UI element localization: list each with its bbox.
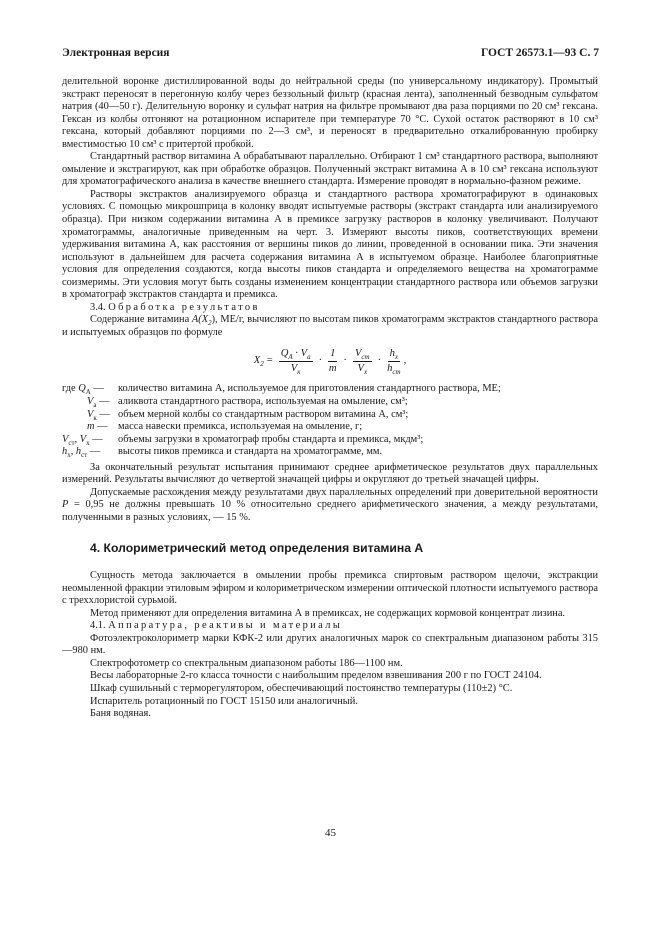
fraction-denominator (387, 362, 400, 375)
definition-text: количество витамина А, используемое для приготовления стандартного раствора, ME; (118, 383, 501, 395)
subsection-3-4-heading (62, 302, 598, 315)
paragraph-photocolorimeter: Фотоэлектроколориметр марки КФК-2 или других аналогичных марок со спектральным диапазоном работы 315—980 нм. (62, 632, 598, 657)
subsection-number: 3.4. (90, 301, 106, 313)
fraction-numerator: 1 (328, 348, 337, 362)
definition-symbol (62, 396, 118, 409)
text-part: Допускаемые расхождения между результатами двух параллельных определений при доверительной вероятности (90, 486, 598, 498)
fraction-vst-vx (353, 348, 372, 375)
definition-dash: — (99, 408, 110, 420)
fraction-denominator (291, 362, 301, 375)
definition-dash: — (99, 396, 110, 408)
paragraph-method-essence: Сущность метода заключается в омылении пробы премикса спиртовым раствором щелочи, экстракции неомыленной фракции этиловым эфиром и колориметрическом измерении оптической плотности испытуемого раствора с треххлористой сурьмой. (62, 570, 598, 607)
header-edition-label: Электронная версия (62, 47, 170, 59)
formula-lhs (254, 355, 264, 368)
symbol-sub: 2 (208, 319, 212, 328)
symbol-sub: ст (68, 438, 75, 447)
symbol-sub: к (93, 413, 97, 422)
formula-sub: a (307, 353, 311, 362)
paragraph-final-result: За окончательный результат испытания принимают среднее арифметическое результатов двух параллельных измерений. Результаты вычисляют до четвертой значащей цифры и округляют до третьей значащей цифры. (62, 461, 598, 486)
subsection-4-1-heading (62, 620, 598, 633)
definition-symbol (62, 434, 118, 447)
definition-qa (62, 383, 598, 396)
fraction-numerator (388, 348, 400, 362)
paragraph-water-bath: Баня водяная. (90, 708, 151, 720)
definition-text: масса навески премикса, используемая на омыление, г; (118, 421, 363, 433)
paragraph-tolerances (62, 487, 598, 525)
formula-x2 (62, 339, 598, 383)
formula-dot: · (318, 355, 323, 367)
formula-dot: · (343, 355, 347, 367)
definition-dash: — (93, 383, 104, 395)
definition-dash: — (92, 433, 103, 445)
paragraph-spectrophotometer: Спектрофотометр со спектральным диапазоном работы 186—1100 нм. (90, 657, 403, 669)
fraction-hx-hst (387, 348, 400, 375)
fraction-numerator (353, 348, 372, 362)
paragraph-chromatography: Растворы экстрактов анализируемого образца и стандартного раствора хроматографируют в одинаковых условиях. С помощью микрошприца в колонку вводят испытуемые растворы (экстракт стандарта или анализируемого образца). При низком содержании витамина А в премиксе загрузку растворов в колонку увеличивают. Получают хроматограммы, аналогичные приведенным на черт. 3. Измеряют высоты пиков, соответствующих времени удерживания витамина А, как расстояния от вершины пиков до линии, проведенной в основании пика. Эти значения используют в дальнейшем для расчета содержания витамина А в испытуемом образце. Наиболее благоприятные условия для определения создаются, когда высоты пиков стандарта и определяемого вещества на хроматограмме соизмеримы. Эти условия могут быть созданы изменением концентрации стандартного раствора или объемов загрузки в хроматограф экстрактов стандарта и премикса. (62, 188, 598, 301)
formula-sym: V (354, 347, 362, 359)
symbol-close: ) (211, 314, 216, 326)
symbol-name: V (87, 396, 94, 408)
formula-sub: к (297, 368, 301, 377)
symbol-name: Q (78, 383, 86, 395)
symbol-text: A(X (191, 314, 209, 326)
symbol-name: V (87, 408, 94, 420)
definition-symbol (62, 409, 118, 422)
formula-sub: ст (361, 353, 370, 362)
definition-symbol (62, 383, 118, 396)
symbol-name: , h (70, 446, 82, 458)
definition-vst-vx (62, 434, 598, 447)
definition-va (62, 396, 598, 409)
formula-sub: A (288, 353, 293, 362)
formula-equals: = (266, 355, 273, 367)
definition-text: аликвота стандартного раствора, используемая на омыление, см³; (118, 396, 408, 408)
fraction-numerator (279, 348, 313, 362)
definition-text: объем мерной колбы со стандартным раствором витамина А, см³; (118, 408, 409, 420)
paragraph-extraction: делительной воронке дистиллированной воды до нейтральной среды (по универсальному индикатору). Промытый экстракт переносят в перегонную колбу через беззольный фильтр (красная лента), заполненный безводным сульфатом натрия (40—50 г). Делительную воронку и сульфат натрия на фильтре промывают два раза порциями по 20 см³ гексана. Гексан из колбы отгоняют на ротационном испарителе при температуре 70 °С. Сухой остаток растворяют в 10 см³ гексана, который добавляют порциями по 2—3 см³, и переносят в предварительно откалиброванную пробирку вместимостью 10 см³ с притертой пробкой. (62, 76, 598, 150)
definition-vk (62, 409, 598, 422)
formula-sym: h (387, 362, 393, 374)
paragraph-calculation-intro (62, 314, 598, 339)
formula-sym: · V (292, 347, 308, 359)
paragraph-standard-solution: Стандартный раствор витамина А обрабатывают параллельно. Отбирают 1 см³ стандартного раствора, выполняют омыление и экстрагируют, как при обработке образцов. Полученный экстракт витамина А в 10 см³ гексана используют для хроматографического анализа в качестве внешнего стандарта. Измерение проводят в нормально-фазном режиме. (62, 151, 598, 188)
formula-sym: Q (280, 347, 289, 359)
formula-sym: V (290, 362, 298, 374)
formula-sym: V (357, 362, 364, 374)
formula-comma: , (403, 355, 407, 367)
fraction-1-m (328, 348, 337, 375)
formula-sub: х (394, 353, 399, 362)
symbol-name: h (62, 446, 68, 458)
formula-sub: х (363, 368, 368, 377)
page-number: 45 (325, 827, 336, 839)
formula-dot: · (377, 355, 382, 367)
paragraph-method-scope: Метод применяют для определения витамина А в премиксах, не содержащих кормовой концентрат лизина. (90, 607, 566, 619)
formula-sym: X (253, 355, 261, 367)
symbol-name: V (62, 433, 69, 445)
symbol-name: m (87, 421, 95, 433)
definition-prefix: где (62, 383, 76, 395)
definition-text: высоты пиков премикса и стандарта на хроматограмме, мм. (118, 446, 383, 458)
paragraph-scales: Весы лабораторные 2-го класса точности с наибольшим пределом взвешивания 200 г по ГОСТ 24104. (90, 670, 542, 682)
fraction-denominator: m (328, 362, 337, 374)
definition-dash: — (97, 421, 108, 433)
symbol-ax2 (191, 314, 212, 328)
formula-sub: 2 (260, 360, 264, 369)
fraction-denominator (357, 362, 367, 375)
symbol-sub: х (86, 438, 90, 447)
symbol-sub: ст (81, 451, 88, 460)
symbol-sub: х (67, 451, 71, 460)
definition-symbol (62, 446, 118, 459)
symbol-sub: A (85, 388, 91, 397)
definition-dash: — (89, 446, 101, 458)
document-body (62, 76, 598, 721)
text-part: = 0,95 не должны превышать 10 % относительно среднего арифметического значения, а между результатами, полученными в разных условиях, — 15 %. (62, 499, 598, 523)
header-standard-number: ГОСТ 26573.1—93 С. 7 (480, 47, 599, 59)
fraction-qa-va-vk (279, 348, 313, 375)
definition-text: объемы загрузки в хроматограф пробы стандарта и премикса, мкдм³; (118, 433, 424, 445)
symbol-sub: a (93, 401, 97, 410)
definition-symbol (62, 421, 118, 434)
symbol-name: , V (74, 433, 87, 445)
text-part: , ME/г, вычисляют по высотам пиков хроматограмм экстрактов стандартного раствора и испытуемых образцов по формуле (62, 314, 598, 338)
formula-sub: ст (392, 368, 401, 377)
paragraph-drying-oven: Шкаф сушильный с терморегулятором, обеспечивающий постоянство температуры (110±2) °С. (90, 682, 513, 694)
text-part: Содержание витамина (90, 314, 192, 326)
definition-m (62, 421, 598, 434)
subsection-title: Аппаратура, реактивы и материалы (108, 620, 343, 632)
subsection-number: 4.1. (90, 620, 106, 632)
symbol-p: P (62, 499, 69, 511)
paragraph-rotary-evaporator: Испаритель ротационный по ГОСТ 15150 или аналогичный. (90, 695, 358, 707)
section-4-heading: 4. Колориметрический метод определения витамина А (90, 540, 424, 555)
subsection-title: Обработка результатов (108, 301, 260, 313)
formula-sym: h (389, 347, 395, 359)
definition-hx-hst (62, 446, 598, 459)
